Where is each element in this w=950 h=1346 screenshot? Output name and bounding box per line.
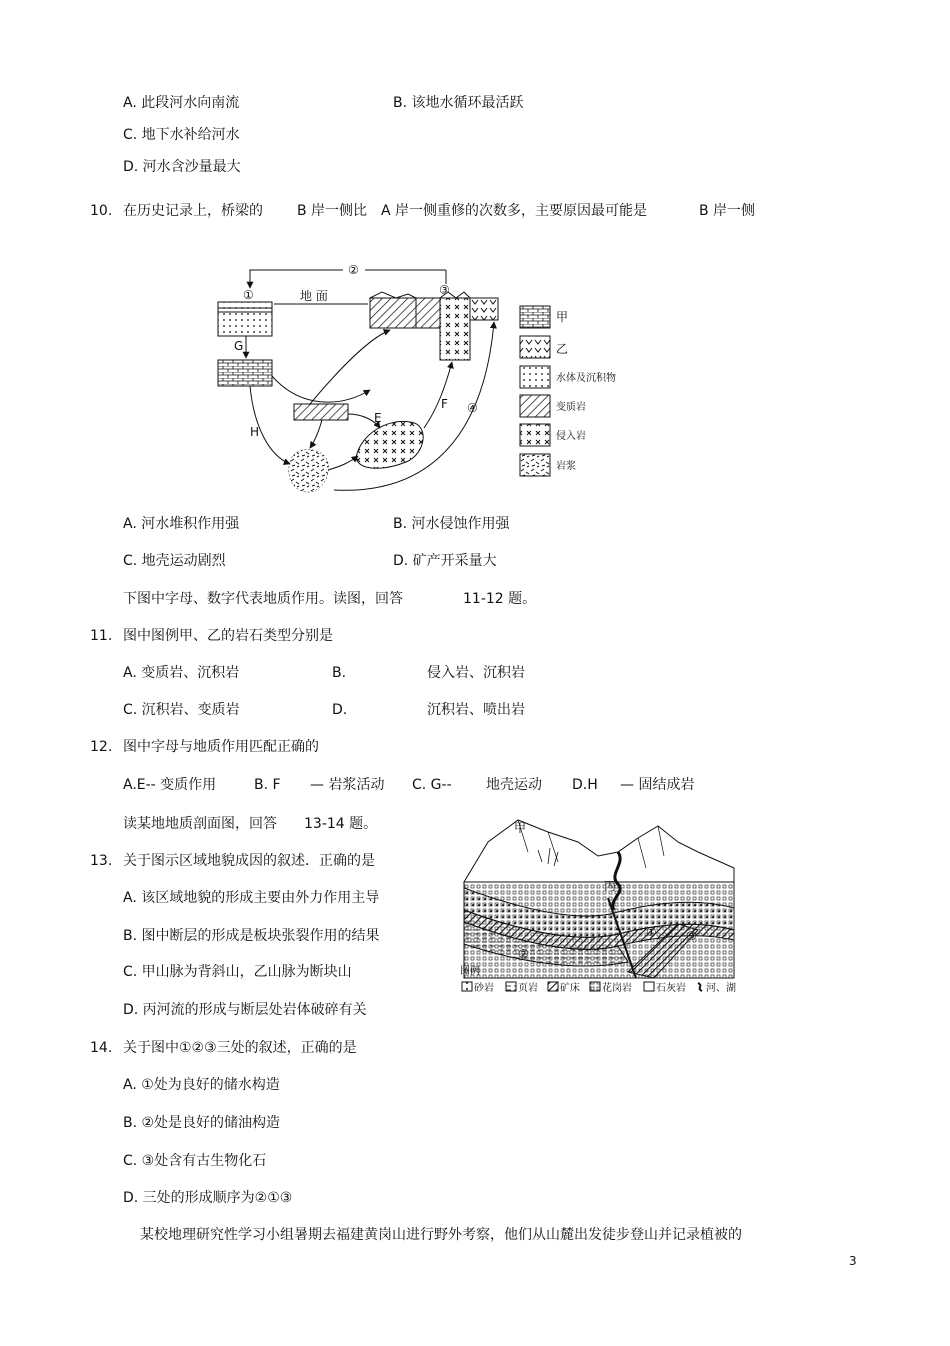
intro-13-14-b: 13-14 题。 bbox=[304, 816, 378, 832]
process-f-label: F bbox=[441, 397, 448, 411]
q13-option-d: D. 丙河流的形成与断层处岩体破碎有关 bbox=[123, 1002, 367, 1018]
q12-option-c: 地壳运动 bbox=[486, 777, 542, 793]
q12-option-c-letter: C. G-- bbox=[412, 777, 452, 793]
process-3-label: ③ bbox=[439, 283, 450, 297]
section-label-3: ③ bbox=[686, 929, 697, 943]
legend-jia: 甲 bbox=[556, 310, 569, 324]
q12-number: 12. bbox=[90, 739, 113, 755]
intro-11-12-a: 下图中字母、数字代表地质作用。读图，回答 bbox=[123, 591, 403, 607]
legend-shale: 页岩 bbox=[518, 983, 538, 994]
legend-yi: 乙 bbox=[556, 342, 569, 356]
q10-number: 10. bbox=[90, 203, 113, 219]
legend-sandstone: 砂岩 bbox=[474, 983, 494, 994]
q10-stem-2: B 岸一侧比 bbox=[297, 203, 368, 219]
q11-option-b: 侵入岩、沉积岩 bbox=[427, 665, 525, 681]
intro-13-14-a: 读某地地质剖面图，回答 bbox=[123, 816, 277, 832]
q10-option-b: B. 河水侵蚀作用强 bbox=[393, 516, 510, 532]
legend-granite: 花岗岩 bbox=[602, 983, 632, 994]
q10-stem-4: B 岸一侧 bbox=[699, 203, 756, 219]
q13-option-b: B. 图中断层的形成是板块张裂作用的结果 bbox=[123, 928, 380, 944]
q11-option-d-letter: D. bbox=[332, 702, 348, 718]
section-label-bing: 丙 bbox=[604, 879, 617, 893]
q11-option-b-letter: B. bbox=[332, 665, 347, 681]
closing-paragraph: 某校地理研究性学习小组暑期去福建黄岗山进行野外考察，他们从山麓出发徒步登山并记录植被的 bbox=[140, 1227, 742, 1243]
q12-stem: 图中字母与地质作用匹配正确的 bbox=[123, 739, 319, 755]
q9-option-c: C. 地下水补给河水 bbox=[123, 127, 240, 143]
section-label-1: ① bbox=[646, 925, 657, 939]
river-lake-icon bbox=[698, 983, 702, 991]
legend-water-sediment: 水体及沉积物 bbox=[556, 373, 616, 384]
q9-option-a: A. 此段河水向南流 bbox=[123, 95, 240, 111]
process-4-label: ④ bbox=[467, 401, 478, 415]
geologic-section-diagram bbox=[458, 812, 758, 1002]
legend-magma: 岩浆 bbox=[556, 461, 576, 472]
q14-option-b: B. ②处是良好的储油构造 bbox=[123, 1115, 281, 1131]
page-number: 3 bbox=[849, 1254, 857, 1268]
process-2-label: ② bbox=[348, 263, 359, 277]
q12-option-a: A.E-- 变质作用 bbox=[123, 777, 217, 793]
q10-option-c: C. 地壳运动剧烈 bbox=[123, 553, 226, 569]
section-label-jia: 甲 bbox=[514, 821, 527, 835]
process-e-label: E bbox=[374, 411, 382, 425]
q12-option-d: — 固结成岩 bbox=[620, 777, 695, 793]
q12-option-d-letter: D.H bbox=[572, 777, 598, 793]
q14-option-c: C. ③处含有古生物化石 bbox=[123, 1153, 267, 1169]
q11-number: 11. bbox=[90, 628, 113, 644]
legend-metamorphic: 变质岩 bbox=[556, 402, 586, 413]
q9-option-d: D. 河水含沙量最大 bbox=[123, 159, 241, 175]
q11-option-c: C. 沉积岩、变质岩 bbox=[123, 702, 240, 718]
ground-label: 地 面 bbox=[300, 289, 328, 303]
q14-option-d: D. 三处的形成顺序为②①③ bbox=[123, 1190, 293, 1206]
legend-river-lake: 河、湖 bbox=[706, 983, 736, 994]
q14-number: 14. bbox=[90, 1040, 113, 1056]
intro-11-12-b: 11-12 题。 bbox=[463, 591, 537, 607]
q10-stem-3: A 岸一侧重修的次数多，主要原因最可能是 bbox=[381, 203, 648, 219]
q14-option-a: A. ①处为良好的储水构造 bbox=[123, 1077, 280, 1093]
q13-stem: 关于图示区域地貌成因的叙述．正确的是 bbox=[123, 853, 375, 869]
rock-cycle-diagram bbox=[210, 258, 650, 498]
q12-option-b: — 岩浆活动 bbox=[310, 777, 385, 793]
q12-option-b-letter: B. F bbox=[254, 777, 281, 793]
q10-stem-1: 在历史记录上，桥梁的 bbox=[123, 203, 263, 219]
process-g-label: G bbox=[234, 339, 244, 353]
process-1-label: ① bbox=[243, 288, 254, 302]
legend-ore: 矿床 bbox=[560, 983, 580, 994]
q14-stem: 关于图中①②③三处的叙述，正确的是 bbox=[123, 1040, 357, 1056]
section-legend-title: 图例 bbox=[460, 966, 480, 977]
q11-stem: 图中图例甲、乙的岩石类型分别是 bbox=[123, 628, 333, 644]
process-h-label: H bbox=[250, 425, 260, 439]
q10-option-d: D. 矿产开采量大 bbox=[393, 553, 497, 569]
q13-option-a: A. 该区域地貌的形成主要由外力作用主导 bbox=[123, 890, 380, 906]
q11-option-a: A. 变质岩、沉积岩 bbox=[123, 665, 240, 681]
legend-intrusive: 侵入岩 bbox=[556, 431, 586, 442]
legend-limestone: 石灰岩 bbox=[656, 983, 686, 994]
q10-option-a: A. 河水堆积作用强 bbox=[123, 516, 240, 532]
q13-number: 13. bbox=[90, 853, 113, 869]
q11-option-d: 沉积岩、喷出岩 bbox=[427, 702, 525, 718]
q9-option-b: B. 该地水循环最活跃 bbox=[393, 95, 524, 111]
rock-cycle-legend bbox=[520, 306, 616, 476]
q13-option-c: C. 甲山脉为背斜山，乙山脉为断块山 bbox=[123, 964, 352, 980]
section-label-2: ② bbox=[518, 947, 529, 961]
